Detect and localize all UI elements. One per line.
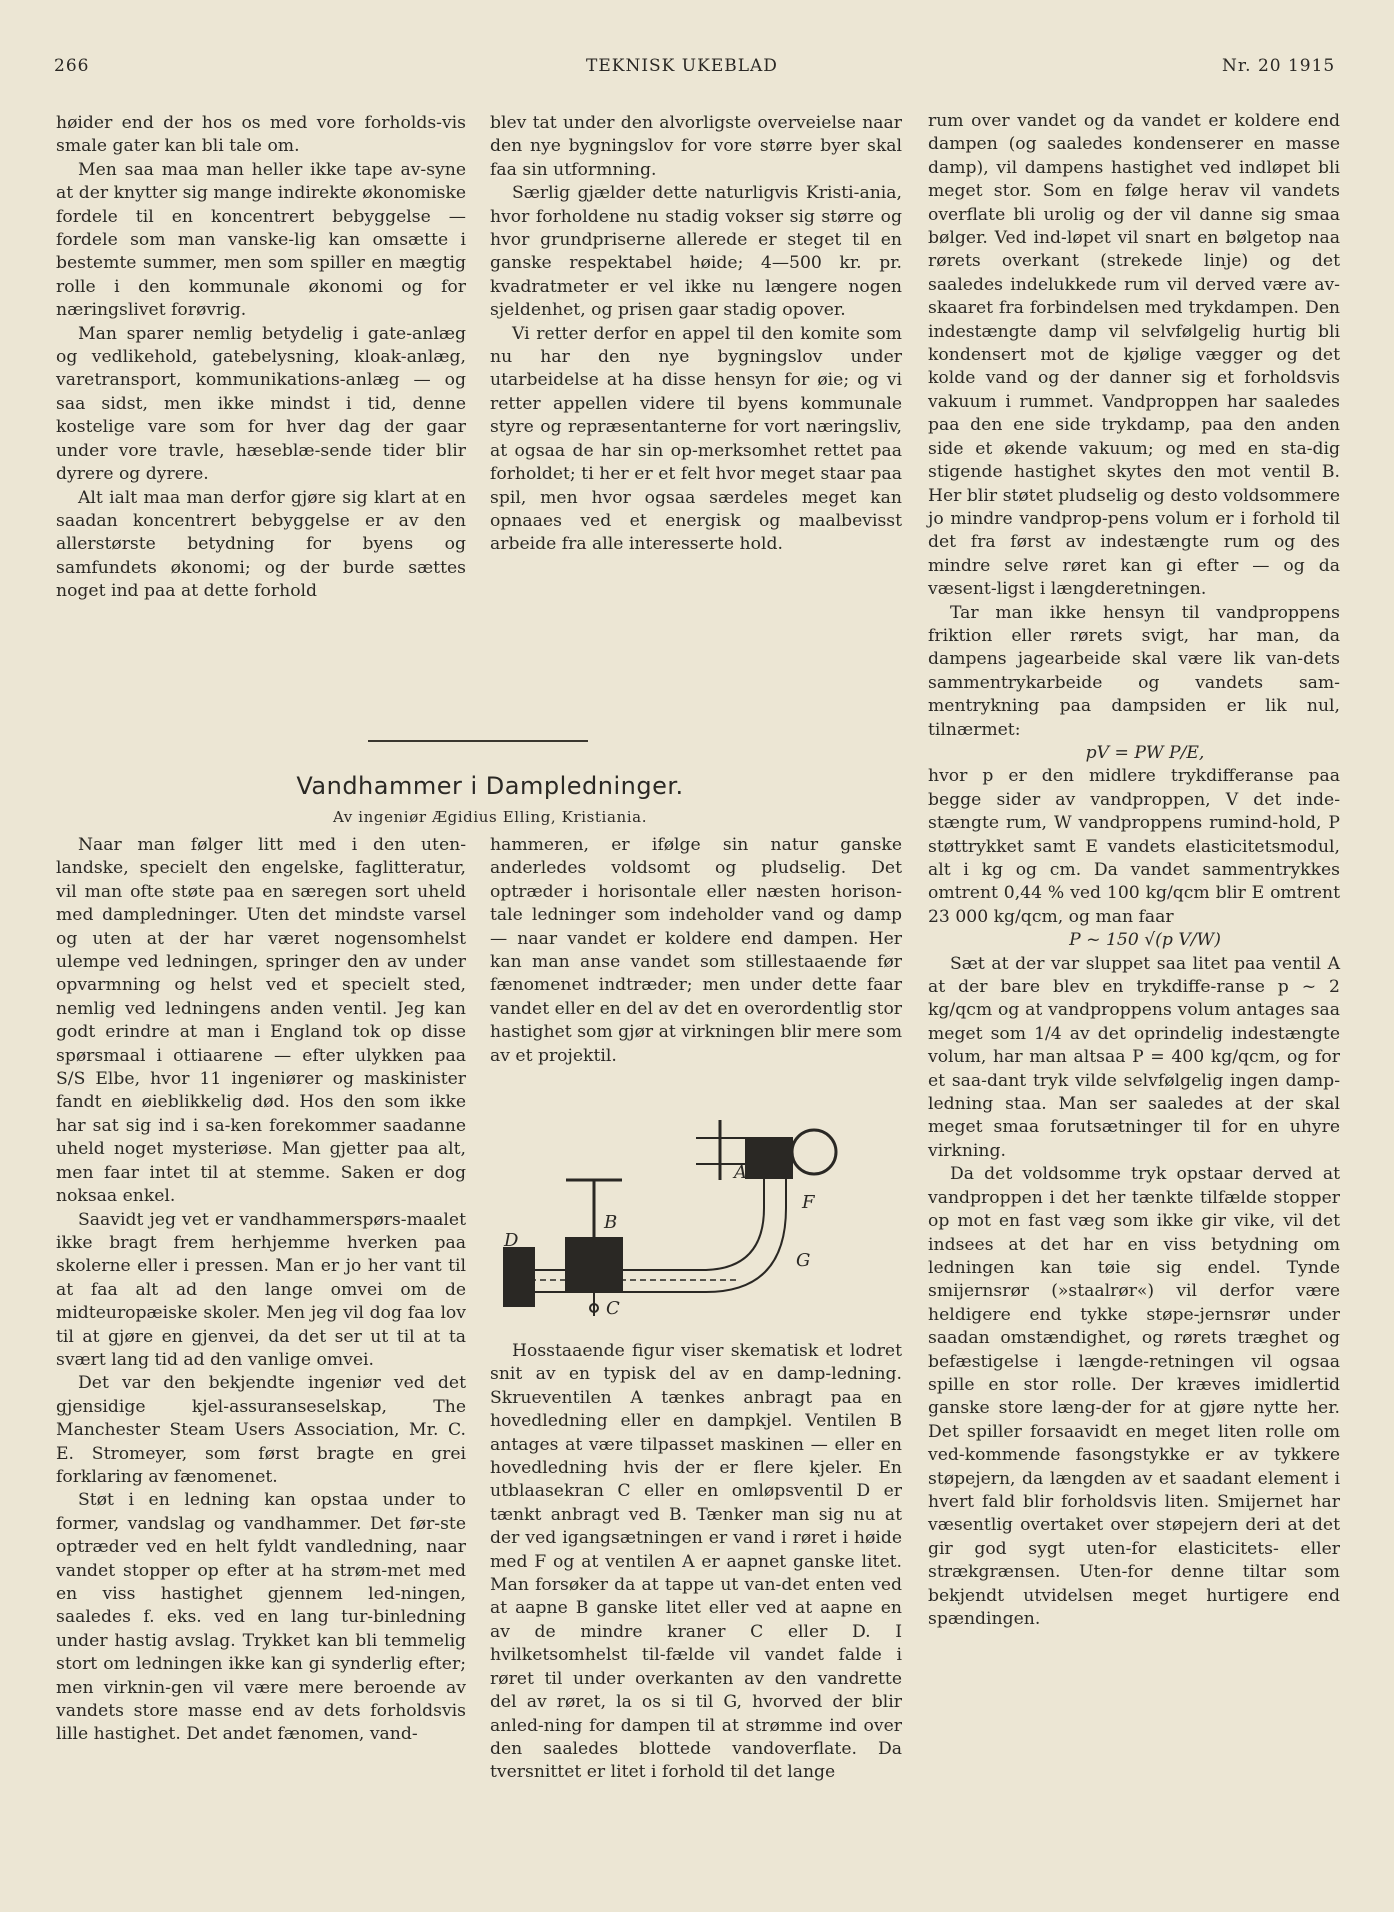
pipe-bend	[516, 1178, 764, 1270]
paragraph: Sæt at der var sluppet saa litet paa ventil A at der bare blev en trykdiffe-ranse p ~ 2 kg/qcm og at vandproppens volum antages saa meget som 1/4 av det oprindelig indestængte volum, har man altsaa P = 400 kg/qcm, og for et saa-dant tryk vilde selvfølgelig ingen damp-ledning staa. Man ser saaledes at der skal meget smaa forutsætninger til for en uhyre virkning.	[928, 953, 1340, 1161]
equation-2: P ~ 150 √(p V/W)	[1069, 930, 1221, 951]
page-number: 266	[54, 56, 90, 76]
label-f: F	[802, 1192, 815, 1213]
label-g: G	[796, 1250, 811, 1271]
paragraph: hvor p er den midlere trykdifferanse paa begge sider av vandproppen, V det inde-stængte rum, W vandproppens rumind-hold, P støttrykket samt E vandets elasticitetsmodul, alt i kg og cm. Da vandet sammentrykkes omtrent 0,44 % ved 100 kg/qcm blir E omtrent 23 000 kg/qcm, og man faar	[928, 766, 1340, 927]
journal-title: TEKNISK UKEBLAD	[586, 56, 778, 76]
equation-1: pV = PW P/E,	[1085, 742, 1205, 763]
article-byline: Av ingeniør Ægidius Elling, Kristiania.	[332, 808, 648, 826]
paragraph: rum over vandet og da vandet er koldere end dampen (og saaledes kondenserer en masse damp), vil dampens hastighet ved indløpet bli meget stor. Som en følge herav vil vandets overflate bli urolig og der vil danne sig smaa bølger. Ved ind-løpet vil snart en bølgetop naa rørets overkant (strekede linje) og det saaledes indelukkede rum vil derved være av-skaaret fra forbindelsen med trykdampen. Den indestængte damp vil selvfølgelig hurtig bli kondensert mot de kjølige vægger og det kolde vand og der danner sig et forholdsvis vakuum i rummet. Vandproppen har saaledes paa den ene side trykdamp, paa den anden side et økende vakuum; og med en sta-dig stigende hastighet skytes den mot ventil B. Her blir støtet pludselig og desto voldsommere jo mindre vandprop-pens volum er i forhold til det fra først av indestængte rum og des mindre selve røret kan gi efter — og da væsent-ligst i længderetningen.	[928, 111, 1340, 600]
paragraph: Særlig gjælder dette naturligvis Kristi-ania, hvor forholdene nu stadig vokser sig større og hvor grundpriserne allerede er steget til en ganske respektabel høide; 4—500 kr. pr. kvadratmeter er vel ikke nu længere nogen sjeldenhet, og prisen gaar stadig opover.	[490, 183, 902, 321]
column-2-bottom-b	[490, 1340, 902, 1785]
column-2-bottom-a	[490, 834, 902, 1068]
issue-label: Nr. 20 1915	[1222, 56, 1336, 76]
paragraph: Vi retter derfor en appel til den komite som nu har den nye bygningslov under utarbeidelse at ha disse hensyn for øie; og vi retter appellen videre til byens kommunale styre og repræsentanterne for vort næringsliv, at ogsaa de har sin op-merksomhet rettet paa forholdet; ti her er et felt hvor meget staar paa spil, men hvor ogsaa særdeles meget kan opnaaes ved et energisk og maalbevisst arbeide fra alle interesserte hold.	[490, 323, 902, 555]
column-3	[928, 110, 1340, 1631]
paragraph: Man sparer nemlig betydelig i gate-anlæg og vedlikehold, gatebelysning, kloak-anlæg, varetransport, kommunikations-anlæg — og saa sidst, men ikke mindst i tid, denne kostelige vare som for hver dag der gaar under vore travle, hæseblæ-sende tider blir dyrere og dyrere.	[56, 323, 466, 485]
article-title: Vandhammer i Dampledninger.	[296, 772, 684, 800]
valve-a-body	[746, 1138, 792, 1178]
label-b: B	[604, 1212, 618, 1233]
paragraph: Men saa maa man heller ikke tape av-syne at der knytter sig mange indirekte økonomiske fordele til en koncentrert bebyggelse — fordele som man vanske-lig kan omsætte i bestemte summer, men som spiller en mægtig rolle i den kommunale økonomi og for næringslivet forøvrig.	[56, 159, 466, 321]
label-a: A	[734, 1162, 747, 1183]
paragraph: Da det voldsomme tryk opstaar derved at vandproppen i det her tænkte tilfælde stopper op mot en fast væg som ikke gir vike, vil det indsees at det har en viss betydning om ledningen kan tøie sig endel. Tynde smijernsrør (»staalrør«) vil derfor være heldigere end tykke støpe-jernsrør under saadan omstændighet, og rørets træghet og befæstigelse i længde-retningen vil ogsaa spille en stor rolle. Der kræves imidlertid ganske store læng-der for at gjøre nytte her. Det spiller forsaavidt en meget liten rolle om ved-kommende fasongstykke er av tykkere støpejern, da længden av et saadant element i hvert fald blir forholdsvis liten. Smijernet har væsentlig overtaket over støpejern deri at det gir god sygt uten-for elasticitets- eller strækgrænsen. Uten-for denne tiltar som bekjendt utvidelsen meget hurtigere end spændingen.	[928, 1164, 1340, 1629]
paragraph: Tar man ikke hensyn til vandproppens friktion eller rørets svigt, har man, da dampens jagearbeide skal være lik van-dets sammentrykarbeide og vandets sam-mentrykning paa dampsiden er lik nul, tilnærmet:	[928, 602, 1340, 740]
paragraph: hammeren, er ifølge sin natur ganske anderledes voldsomt og pludselig. Det optræder i horisontale eller næsten horison-tale ledninger som indeholder vand og damp — naar vandet er koldere end dampen. Her kan man anse vandet som stillestaaende før fænomenet indtræder; men under dette faar vandet eller en del av det en overordentlig stor hastighet som gjør at virkningen blir mere som av et projektil.	[490, 835, 903, 1066]
paragraph: Alt ialt maa man derfor gjøre sig klart at en saadan koncentrert bebyggelse er av den allerstørste betydning for byens og samfundets økonomi; og der burde sættes noget ind paa at dette forhold	[56, 487, 466, 602]
paragraph: blev tat under den alvorligste overveielse naar den nye bygningslov for vore større byer skal faa sin utformning.	[490, 113, 902, 180]
label-d: D	[504, 1230, 519, 1251]
pipe-bend-outer	[516, 1178, 786, 1292]
paragraph: Naar man følger litt med i den uten-landske, specielt den engelske, faglitteratur, vil man ofte støte paa en særegen sort uheld med dampledninger. Uten det mindste varsel og uten at der har været nogensomhelst ulempe ved ledningen, springer den av under opvarmning og helst ved et specielt sted, nemlig ved ledningens anden ventil. Jeg kan godt erindre at man i England tok op disse spørsmaal i ottiaarene — efter ulykken paa S/S Elbe, hvor 11 ingeniører og maskinister fandt en øieblikkelig død. Hos den som ikke har sat sig ind i sa-ken forekommer saadanne uheld noget mysteriøse. Man gjetter paa alt, men faar intet til at stemme. Saken er dog noksaa enkel.	[56, 835, 466, 1207]
section-rule	[368, 740, 588, 742]
valve-b-body	[566, 1238, 622, 1290]
valve-diagram-figure	[496, 1108, 866, 1318]
paragraph: høider end der hos os med vore forholds-vis smale gater kan bli tale om.	[56, 113, 466, 157]
paragraph: Saavidt jeg vet er vandhammerspørs-maalet ikke bragt frem herhjemme hverken paa skolerne eller i pressen. Man er jo her vant til at faa alt ad den lange omvei om de midteuropæiske skoler. Men jeg vil dog faa lov til at gjøre en gjenvei, da det ser ut til at ta svært lang tid ad den vanlige omvei.	[56, 1209, 466, 1370]
valve-a-handwheel	[792, 1130, 836, 1174]
column-1-top	[56, 112, 466, 604]
label-c: C	[606, 1298, 620, 1318]
column-2-top	[490, 112, 902, 557]
column-1-bottom	[56, 834, 466, 1747]
paragraph: Det var den bekjendte ingeniør ved det gjensidige kjel-assuranseselskap, The Manchester Steam Users Association, Mr. C. E. Stromeyer, som først bragte en grei forklaring av fænomenet.	[56, 1373, 466, 1487]
paragraph: Støt i en ledning kan opstaa under to former, vandslag og vandhammer. Det før-ste optræder ved en helt fyldt vandledning, naar vandet stopper op efter at ha strøm-met med en viss hastighet gjennem led-ningen, saaledes f. eks. ved en lang tur-binledning under hastig avslag. Trykket kan bli temmelig stort om ledningen ikke kan gi synderlig efter; men virknin-gen vil være mere beroende av vandets store masse end av dets forholdsvis lille hastighet. Det andet fænomen, vand-	[56, 1490, 466, 1745]
paragraph: Hosstaaende figur viser skematisk et lodret snit av en typisk del av en damp-ledning. Skrueventilen A tænkes anbragt paa en hovedledning eller en dampkjel. Ventilen B antages at være tilpasset maskinen — eller en hovedledning hvis der er flere kjeler. En utblaasekran C eller en omløpsventil D er tænkt anbragt ved B. Tænker man sig nu at der ved igangsætningen er vand i røret i høide med F og at ventilen A er aapnet ganske litet. Man forsøker da at tappe ut van-det enten ved at aapne B ganske litet eller ved at aapne en av de mindre kraner C eller D. I hvilketsomhelst til-fælde vil vandet falde i røret til under overkanten av den vandrette del av røret, la os si til G, hvorved der blir anled-ning for dampen til at strømme ind over den saaledes blottede vandoverflate. Da tversnittet er litet i forhold til det lange	[490, 1341, 902, 1783]
